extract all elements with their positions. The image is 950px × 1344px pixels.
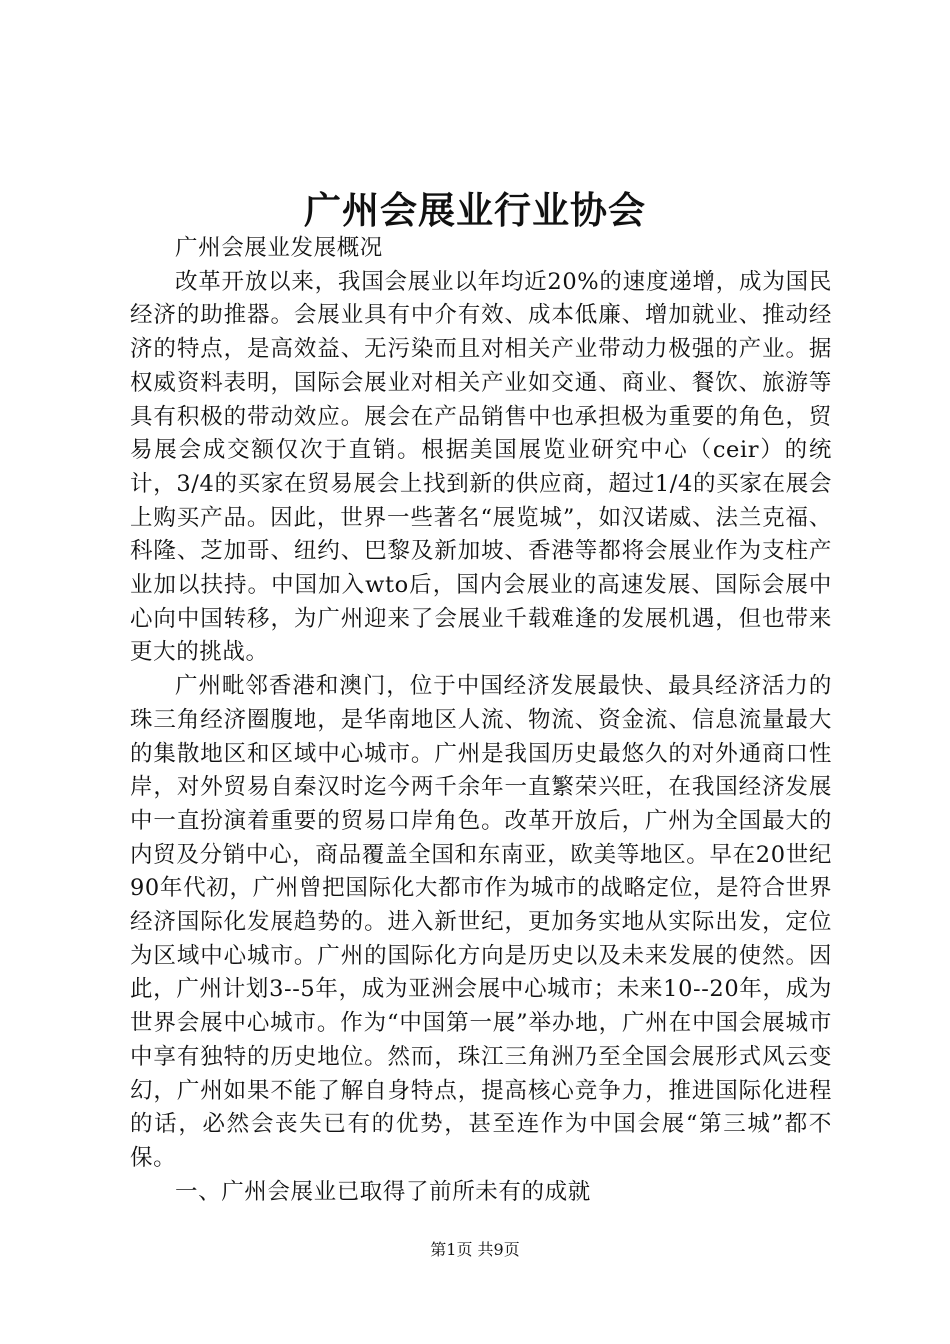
page-footer: 第1页 共9页 — [430, 1240, 520, 1259]
paragraph-guangzhou: 广州毗邻香港和澳门，位于中国经济发展最快、最具经济活力的珠三角经济圈腹地，是华南地区人流、物流、资金流、信息流量最大的集散地区和区域中心城市。广州是我国历史最悠久的对外通商口性岸，对外贸易自秦汉时迄今两千余年一直繁荣兴旺，在我国经济发展中一直扮演着重要的贸易口岸角色。改革开放后，广州为全国最大的内贸及分销中心，商品覆盖全国和东南亚，欧美等地区。早在20世纪90年代初，广州曾把国际化大都市作为城市的战略定位，是符合世界经济国际化发展趋势的。进入新世纪，更加务实地从实际出发，定位为区域中心城市。广州的国际化方向是历史以及未来发展的使然。因此，广州计划3--5年，成为亚洲会展中心城市；未来10--20年，成为世界会展中心城市。作为“中国第一展”举办地，广州在中国会展城市中享有独特的历史地位。然而，珠江三角洲乃至全国会展形式风云变幻，广州如果不能了解自身特点，提高核心竞争力，推进国际化进程的话，必然会丧失已有的优势，甚至连作为中国会展“第三城”都不保。 — [130, 673, 832, 1171]
document-body — [130, 232, 832, 1209]
paragraph-reform: 改革开放以来，我国会展业以年均近20%的速度递增，成为国民经济的助推器。会展业具有中介有效、成本低廉、增加就业、推动经济的特点，是高效益、无污染而且对相关产业带动力极强的产业。据权威资料表明，国际会展业对相关产业如交通、商业、餐饮、旅游等具有积极的带动效应。展会在产品销售中也承担极为重要的角色，贸易展会成交额仅次于直销。根据美国展览业研究中心（ceir）的统计，3/4的买家在贸易展会上找到新的供应商，超过1/4的买家在展会上购买产品。因此，世界一些著名“展览城”，如汉诺威、法兰克福、科隆、芝加哥、纽约、巴黎及新加坡、香港等都将会展业作为支柱产业加以扶持。中国加入wto后，国内会展业的高速发展、国际会展中心向中国转移，为广州迎来了会展业千载难逢的发展机遇，但也带来更大的挑战。 — [130, 268, 832, 666]
document-title: 广州会展业行业协会 — [304, 188, 646, 232]
subtitle-line: 广州会展业发展概况 — [175, 235, 383, 261]
section-heading: 一、广州会展业已取得了前所未有的成就 — [175, 1178, 591, 1205]
